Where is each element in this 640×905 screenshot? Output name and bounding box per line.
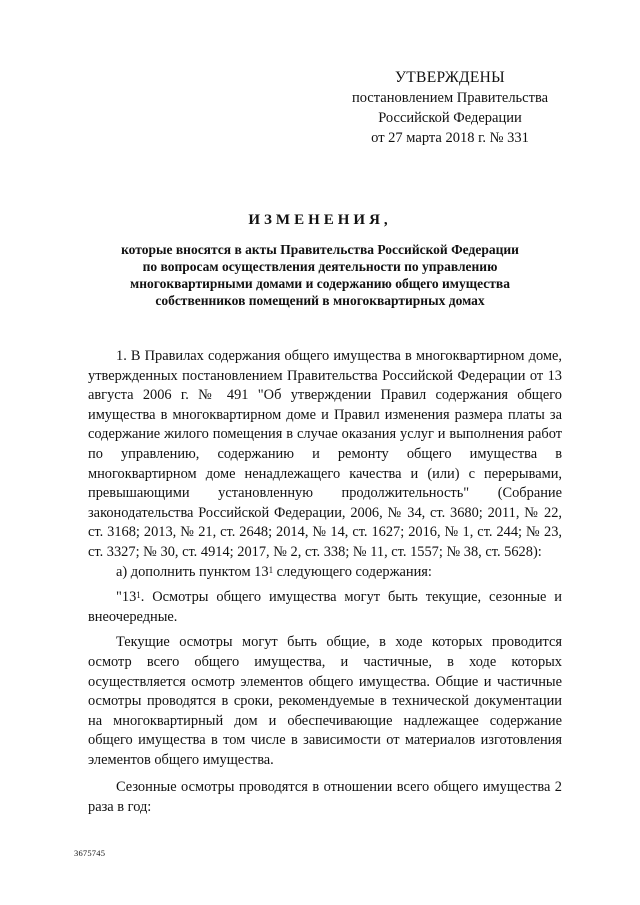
- approval-line-resolution: постановлением Правительства: [351, 90, 549, 106]
- paragraph-13-1: [88, 588, 562, 627]
- superscript: 1: [136, 590, 141, 601]
- clause-text: . Осмотры общего имущества могут быть текущие, сезонные и внеочередные.: [88, 589, 562, 625]
- document-title: ИЗМЕНЕНИЯ,: [248, 212, 392, 228]
- paragraph-current-inspections: Текущие осмотры могут быть общие, в ходе которых проводится осмотр всего общего имущества, и частичные, в ходе которых осуществляется осмотр элементов общего имущества. Общие и частичные осмотры проводятся в сроки, рекомендуемые в технической документации на многоквартирный дом и обеспечивающие надлежащее содержание общего имущества в том числе в зависимости от материалов изготовления элементов общего имущества.: [88, 634, 562, 768]
- superscript: 1: [268, 564, 274, 575]
- subtitle-line: собственников помещений в многоквартирных домах: [155, 293, 485, 308]
- subtitle-line: многоквартирными домами и содержанию общего имущества: [130, 276, 510, 291]
- item-a-tail: следующего содержания:: [273, 563, 432, 580]
- document-subtitle: [70, 241, 570, 309]
- approval-line-date-number: от 27 марта 2018 г. № 331: [371, 130, 529, 146]
- approval-stamp: [340, 68, 560, 148]
- subtitle-line: которые вносятся в акты Правительства Российской Федерации: [121, 242, 519, 257]
- document-title-block: [70, 212, 570, 309]
- paragraph-seasonal-inspections: Сезонные осмотры проводятся в отношении всего общего имущества 2 раза в год:: [88, 779, 562, 816]
- document-code: 3675745: [74, 848, 106, 858]
- document-body: [88, 347, 562, 818]
- approval-heading: УТВЕРЖДЕНЫ: [395, 69, 505, 86]
- approval-line-federation: Российской Федерации: [378, 110, 522, 126]
- paragraph-item-a: [88, 563, 562, 583]
- item-a-text: а) дополнить пунктом 13: [116, 563, 269, 580]
- paragraph-1: 1. В Правилах содержания общего имущества в многоквартирном доме, утвержденных постановлением Правительства Российской Федерации от 13 августа 2006 г. № 491 "Об утверждении Правил содержания общего имущества в многоквартирном доме и Правил изменения размера платы за содержание жилого помещения в случае оказания услуг и выполнения работ по управлению, содержанию и ремонту общего имущества в многоквартирном доме ненадлежащего качества и (или) с перерывами, превышающими установленную продолжительность" (Собрание законодательства Российской Федерации, 2006, № 34, ст. 3680; 2011, № 22, ст. 3168; 2013, № 21, ст. 2648; 2014, № 14, ст. 1627; 2016, № 1, ст. 244; № 23, ст. 3327; № 30, ст. 4914; 2017, № 2, ст. 338; № 11, ст. 1557; № 38, ст. 5628):: [88, 348, 562, 560]
- subtitle-line: по вопросам осуществления деятельности по управлению: [142, 259, 498, 274]
- clause-number: "13: [116, 589, 137, 606]
